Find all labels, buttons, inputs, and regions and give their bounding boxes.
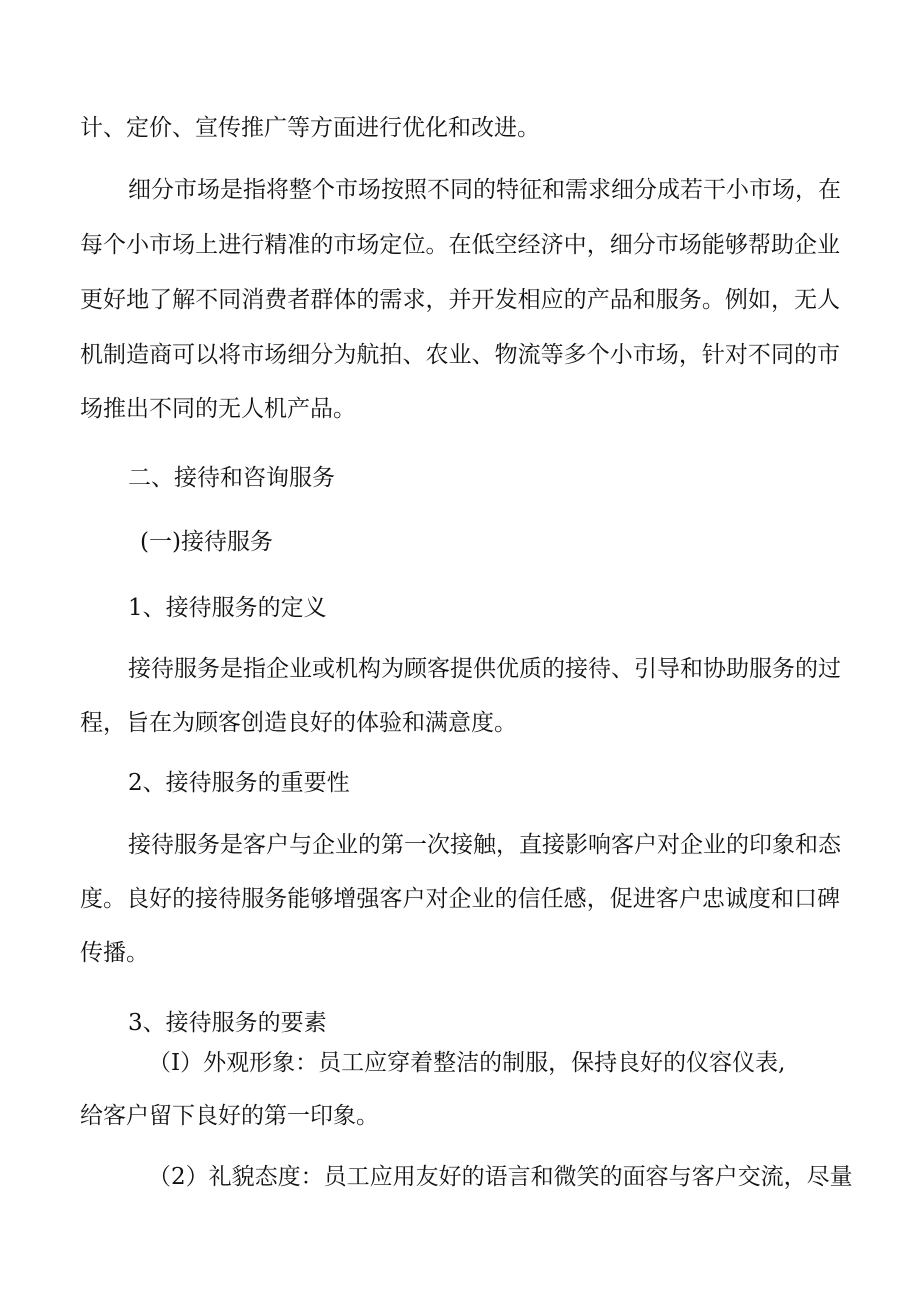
text-line: 细分市场是指将整个市场按照不同的特征和需求细分成若干小市场，在 xyxy=(128,177,841,203)
text-line: （2）礼貌态度：员工应用友好的语言和微笑的面容与客户交流，尽量 xyxy=(148,1164,853,1190)
text-line: 给客户留下良好的第一印象。 xyxy=(80,1103,379,1129)
text-line: 更好地了解不同消费者群体的需求，并开发相应的产品和服务。例如，无人 xyxy=(80,287,840,313)
text-line: 机制造商可以将市场细分为航拍、农业、物流等多个小市场，针对不同的市 xyxy=(80,342,840,368)
text-line: 度。良好的接待服务能够增强客户对企业的信任感，促进客户忠诚度和口碑 xyxy=(80,886,840,912)
text-line: 每个小市场上进行精准的市场定位。在低空经济中，细分市场能够帮助企业 xyxy=(80,232,840,258)
text-line: 程，旨在为顾客创造良好的体验和满意度。 xyxy=(80,710,517,736)
text-line: 接待服务是指企业或机构为顾客提供优质的接待、引导和协助服务的过 xyxy=(128,656,841,682)
text-line: （I）外观形象：员工应穿着整洁的制服，保持良好的仪容仪表, xyxy=(148,1050,786,1076)
section-heading: 二、接待和咨询服务 xyxy=(128,465,335,491)
text-line: 传播。 xyxy=(80,940,149,966)
subsection-heading: (一)接待服务 xyxy=(140,529,273,555)
text-line: 场推出不同的无人机产品。 xyxy=(80,396,356,422)
item-heading: 2、接待服务的重要性 xyxy=(128,770,350,796)
item-heading: 3、接待服务的要素 xyxy=(128,1010,327,1036)
item-heading: 1、接待服务的定义 xyxy=(128,595,327,621)
text-line: 接待服务是客户与企业的第一次接触，直接影响客户对企业的印象和态 xyxy=(128,832,841,858)
text-line: 计、定价、宣传推广等方面进行优化和改进。 xyxy=(80,115,540,141)
